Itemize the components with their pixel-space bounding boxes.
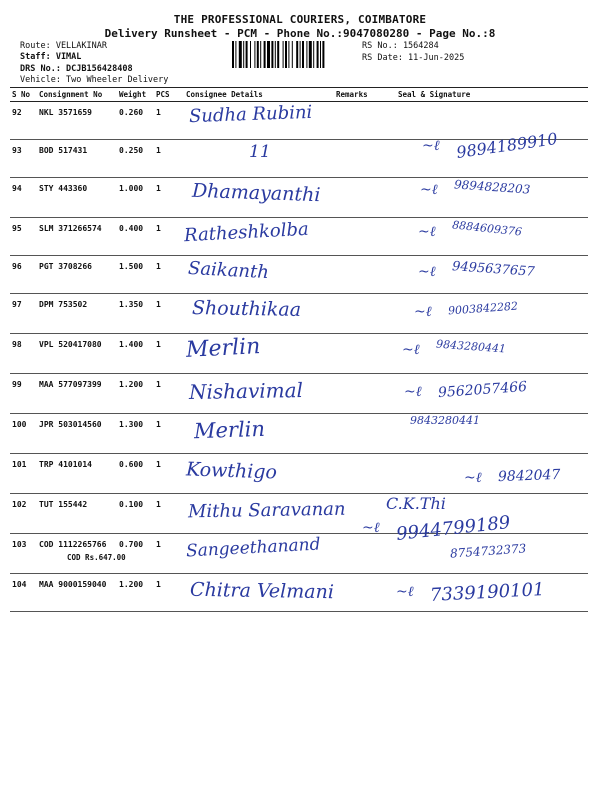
row-consignment-no: DPM 753502: [37, 294, 117, 334]
consignee-handwritten-name: Chitra Velmani: [189, 578, 335, 604]
row-remarks: [334, 256, 374, 294]
row-consignee: [184, 374, 334, 414]
row-weight: 0.100: [117, 494, 154, 534]
table-row: [10, 574, 588, 612]
signature-phone-number: 9562057466: [437, 378, 528, 402]
barcode-bar: [302, 41, 304, 68]
signature-scribble: ~ℓ: [362, 520, 380, 536]
row-pcs: 1: [154, 334, 184, 374]
signature-scribble: ~ℓ: [396, 584, 414, 600]
consignee-handwritten-name: Nishavimal: [188, 378, 304, 404]
table-row: [10, 374, 588, 414]
row-pcs: 1: [154, 574, 184, 612]
row-sno: 95: [10, 218, 37, 256]
cod-amount: COD Rs.647.00: [67, 553, 126, 562]
row-pcs: 1: [154, 494, 184, 534]
signature-phone-number: 7339190101: [429, 579, 546, 606]
consignee-handwritten-name: Merlin: [185, 334, 261, 363]
row-sno: 93: [10, 140, 37, 178]
rs-date: RS Date: 11-Jun-2025: [362, 53, 465, 63]
barcode-bar: [296, 41, 298, 68]
signature-scribble: ~ℓ: [420, 182, 438, 198]
signature-scribble: ~ℓ: [422, 138, 440, 154]
row-seal-signature: [374, 218, 588, 256]
barcode-bar: [243, 41, 244, 68]
row-sno: 92: [10, 102, 37, 140]
row-sno: 104: [10, 574, 37, 612]
row-seal-signature: [362, 512, 588, 574]
row-consignee: [184, 494, 346, 534]
row-consignment-no: STY 443360: [37, 178, 117, 218]
signature-phone-number: 9842047: [497, 466, 561, 486]
row-seal-signature: [374, 256, 588, 294]
signature-phone-number: 8884609376: [451, 218, 523, 239]
barcode-bar: [322, 41, 324, 68]
row-sno: 97: [10, 294, 37, 334]
table-row: [10, 414, 588, 454]
row-sno: 101: [10, 454, 37, 494]
row-consignment-no: BOD 517431: [37, 140, 117, 178]
signature-phone-number-secondary: 8754732373: [449, 541, 527, 561]
signature-phone-number: 9843280441: [410, 414, 480, 427]
row-consignee: [184, 218, 334, 256]
signature-phone-number: 9495637657: [451, 259, 536, 280]
table-header-row: [10, 88, 588, 102]
signature-phone-number: C.K.Thi: [386, 494, 446, 513]
row-consignee: [184, 334, 334, 374]
staff-label: Staff: VIMAL: [20, 52, 82, 62]
barcode-bar: [271, 41, 273, 68]
row-consignment-no: TRP 4101014: [37, 454, 117, 494]
consignee-handwritten-name: Kowthigo: [185, 458, 278, 484]
row-consignee: [184, 178, 334, 218]
row-remarks: [334, 334, 374, 374]
row-remarks: [334, 414, 374, 454]
barcode-bar: [260, 41, 261, 68]
row-seal-signature: [374, 334, 588, 374]
row-remarks: [334, 294, 374, 334]
row-weight: 1.500: [117, 256, 154, 294]
row-sno: 103: [10, 534, 37, 574]
col-remarks: Remarks: [334, 88, 374, 102]
row-weight: 1.300: [117, 414, 154, 454]
row-weight: 0.250: [117, 140, 154, 178]
row-consignment-no: PGT 3708266: [37, 256, 117, 294]
row-sno: 94: [10, 178, 37, 218]
barcode: [232, 41, 356, 68]
col-consignment: Consignment No: [37, 88, 117, 102]
row-seal-signature: [374, 574, 588, 612]
signature-scribble: ~ℓ: [418, 264, 436, 280]
barcode-bar: [246, 41, 248, 68]
barcode-bar: [239, 41, 242, 68]
row-remarks: [334, 102, 374, 140]
barcode-bar: [277, 41, 279, 68]
row-pcs: 1: [154, 534, 184, 574]
row-seal-signature: [374, 374, 588, 414]
barcode-bar: [283, 41, 284, 68]
signature-scribble: ~ℓ: [402, 342, 420, 358]
signature-phone-number: 9894828203: [453, 177, 531, 197]
row-remarks: [334, 454, 374, 494]
col-seal: Seal & Signature: [374, 88, 588, 102]
signature-scribble: ~ℓ: [418, 224, 436, 240]
row-weight: 1.200: [117, 574, 154, 612]
barcode-bar: [275, 41, 276, 68]
row-remarks: [334, 574, 374, 612]
row-weight: 1.200: [117, 374, 154, 414]
row-remarks: [334, 218, 374, 256]
barcode-bar: [235, 41, 236, 68]
col-pcs: PCS: [154, 88, 184, 102]
table-row: [10, 256, 588, 294]
row-remarks: [334, 374, 374, 414]
barcode-bar: [264, 41, 266, 68]
row-weight: 0.400: [117, 218, 154, 256]
row-pcs: 1: [154, 102, 184, 140]
row-weight: 1.000: [117, 178, 154, 218]
row-sno: 96: [10, 256, 37, 294]
signature-phone-number: 9003842282: [447, 299, 519, 318]
consignee-handwritten-name: Saikanth: [187, 257, 270, 284]
row-seal-signature: [374, 129, 588, 178]
barcode-bar: [257, 41, 259, 68]
signature-scribble: ~ℓ: [414, 304, 432, 320]
consignee-handwritten-name: Ratheshkolba: [183, 218, 310, 247]
consignee-handwritten-name: Mithu Saravanan: [187, 498, 346, 523]
row-consignment-no: SLM 371266574: [37, 218, 117, 256]
row-consignment-no: MAA 9000159040: [37, 574, 117, 612]
row-sno: 98: [10, 334, 37, 374]
table-row: [10, 534, 588, 574]
table-row: [10, 334, 588, 374]
barcode-bar: [254, 41, 255, 68]
row-weight: 1.400: [117, 334, 154, 374]
table-row: [10, 140, 588, 178]
consignee-handwritten-name: Sudha Rubini: [188, 101, 313, 128]
consignee-handwritten-name: Dhamayanthi: [191, 179, 321, 207]
row-remarks: [334, 178, 374, 218]
table-row: [10, 294, 588, 334]
signature-phone-number: 9843280441: [435, 337, 507, 356]
row-consignment-no: COD 1112265766: [37, 534, 117, 574]
row-consignment-no: NKL 3571659: [37, 102, 117, 140]
table-row: [10, 178, 588, 218]
runsheet-table: [10, 87, 588, 612]
runsheet-title: Delivery Runsheet - PCM - Phone No.:9047080280 - Page No.:8: [104, 27, 496, 40]
row-weight: 1.350: [117, 294, 154, 334]
col-sno: S No: [10, 88, 37, 102]
barcode-bar: [267, 41, 270, 68]
barcode-bar: [285, 41, 287, 68]
row-pcs: 1: [154, 374, 184, 414]
barcode-bar: [317, 41, 319, 68]
row-consignment-no: VPL 520417080: [37, 334, 117, 374]
row-consignment-no: TUT 155442: [37, 494, 117, 534]
consignee-handwritten-name: Merlin: [193, 416, 266, 444]
row-pcs: 1: [154, 414, 184, 454]
row-pcs: 1: [154, 256, 184, 294]
row-seal-signature: [374, 178, 588, 218]
row-consignee: [184, 140, 334, 178]
barcode-bar: [313, 41, 314, 68]
row-weight: 0.600: [117, 454, 154, 494]
row-seal-signature: [374, 294, 588, 334]
row-sno: 102: [10, 494, 37, 534]
row-pcs: 1: [154, 140, 184, 178]
row-consignment-no: MAA 577097399: [37, 374, 117, 414]
vehicle-label: Vehicle: Two Wheeler Delivery: [20, 75, 169, 85]
barcode-bar: [306, 41, 307, 68]
barcode-bar: [288, 41, 289, 68]
signature-phone-number: 9944799189: [395, 512, 512, 545]
row-consignee: [184, 574, 334, 612]
row-weight: 0.700: [117, 534, 154, 574]
row-pcs: 1: [154, 294, 184, 334]
signature-phone-number: 9894189910: [455, 129, 559, 162]
signature-scribble: ~ℓ: [404, 384, 422, 400]
row-seal-signature: [374, 454, 588, 494]
row-pcs: 1: [154, 218, 184, 256]
row-consignee: [184, 414, 334, 454]
row-remarks: [334, 534, 374, 574]
route-label: Route: VELLAKINAR: [20, 41, 107, 51]
row-remarks: [334, 140, 374, 178]
drs-number: DRS No.: DCJB156428408: [20, 64, 133, 74]
consignee-handwritten-name: 11: [249, 142, 271, 162]
barcode-bar: [292, 41, 293, 68]
row-consignment-no: JPR 503014560: [37, 414, 117, 454]
col-weight: Weight: [117, 88, 154, 102]
company-title: THE PROFESSIONAL COURIERS, COIMBATORE: [173, 13, 427, 26]
row-pcs: 1: [154, 454, 184, 494]
row-consignee: [184, 454, 334, 494]
col-consignee: Consignee Details: [184, 88, 334, 102]
barcode-bar: [320, 41, 321, 68]
row-consignee: [184, 256, 334, 294]
signature-scribble: ~ℓ: [464, 470, 482, 486]
consignee-handwritten-name: Shouthikaa: [191, 297, 302, 321]
barcode-bar: [300, 41, 301, 68]
row-sno: 99: [10, 374, 37, 414]
barcode-bar: [232, 41, 234, 68]
rs-number: RS No.: 1564284: [362, 41, 439, 51]
row-consignee: [184, 102, 334, 140]
table-row: [10, 454, 588, 494]
row-weight: 0.260: [117, 102, 154, 140]
barcode-bar: [250, 41, 251, 68]
consignee-handwritten-name: Sangeethanand: [185, 534, 322, 562]
row-seal-signature: [374, 414, 588, 454]
table-row: [10, 218, 588, 256]
table-row: [10, 102, 588, 140]
barcode-bar: [309, 41, 312, 68]
row-sno: 100: [10, 414, 37, 454]
row-pcs: 1: [154, 178, 184, 218]
row-consignee: [184, 294, 334, 334]
